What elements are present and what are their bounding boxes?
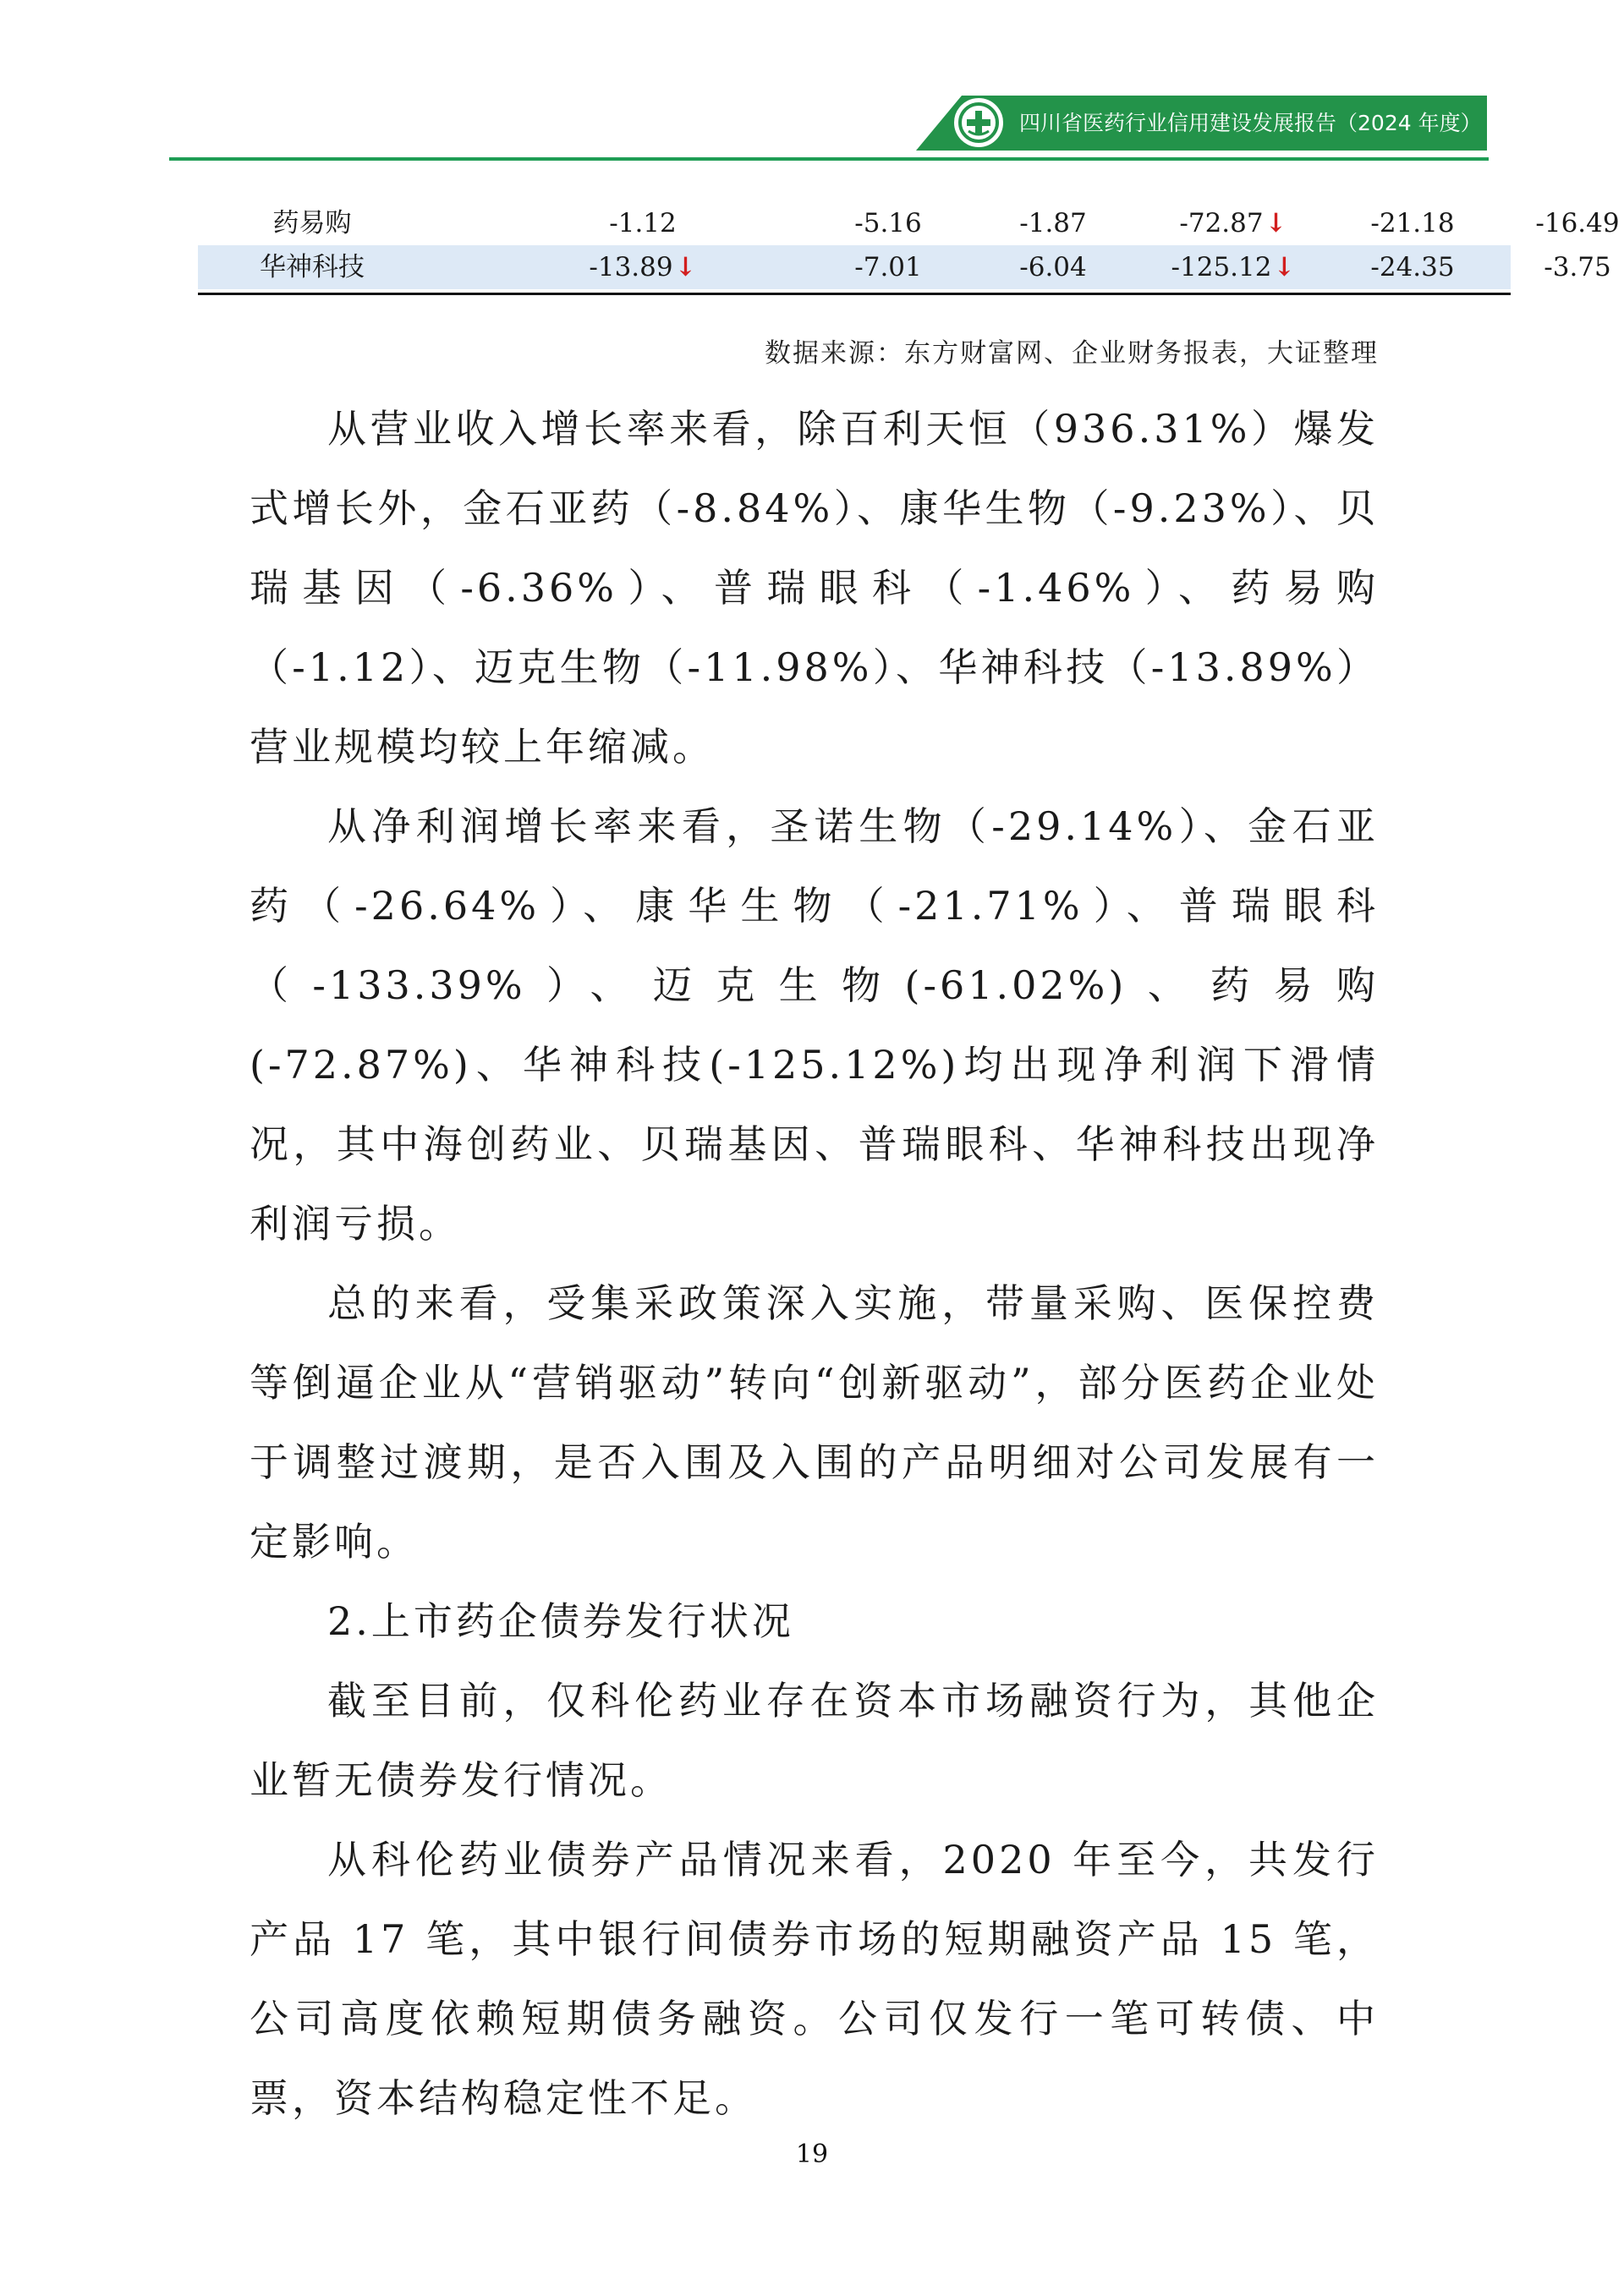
body-text xyxy=(250,389,1379,2138)
table-row xyxy=(198,201,1620,245)
down-arrow-icon: ↓ xyxy=(674,252,697,282)
company-name: 药易购 xyxy=(272,208,352,238)
paragraph-net-profit-growth: 从净利润增长率来看，圣诺生物（-29.14%）、金石亚药（-26.64%）、康华生物（-21.71%）、普瑞眼科（-133.39%）、迈克生物(-61.02%)、药易购(-72.87%)、华神科技(-125.12%)均出现净利润下滑情况，其中海创药业、贝瑞基因、普瑞眼科、华神科技出现净利润亏损。 xyxy=(250,803,1379,1247)
header-divider-line xyxy=(169,157,1489,161)
table-cell: -21.18 xyxy=(1370,208,1455,238)
table-row xyxy=(198,245,1611,289)
medical-cross-logo-icon xyxy=(954,98,1003,147)
paragraph-bond-status: 截至目前，仅科伦药业存在资本市场融资行为，其他企业暂无债券发行情况。 xyxy=(250,1678,1379,1803)
table-cell: -1.87 xyxy=(1019,208,1087,238)
table-cell: -6.04 xyxy=(1019,252,1087,282)
table-cell: -13.89 ↓ xyxy=(638,245,648,289)
paragraph-summary: 总的来看，受集采政策深入实施，带量采购、医保控费等倒逼企业从“营销驱动”转向“创新驱动”，部分医药企业处于调整过渡期，是否入围及入围的产品明细对公司发展有一定影响。 xyxy=(250,1280,1379,1564)
page-number: 19 xyxy=(795,2140,829,2169)
data-source-note: 数据来源：东方财富网、企业财务报表，大证整理 xyxy=(765,338,1379,369)
table-bottom-rule xyxy=(198,293,1511,295)
company-name: 华神科技 xyxy=(260,252,365,282)
table-cell: -125.12 ↓ xyxy=(1228,245,1238,289)
table-cell: -5.16 xyxy=(854,208,922,238)
table-cell: -7.01 xyxy=(854,252,922,282)
report-header-title: 四川省医药行业信用建设发展报告（2024 年度） xyxy=(1019,111,1482,135)
table-cell: -3.75 xyxy=(1544,252,1611,282)
paragraph-revenue-growth: 从营业收入增长率来看，除百利天恒（936.31%）爆发式增长外，金石亚药（-8.84%）、康华生物（-9.23%）、贝瑞基因（-6.36%）、普瑞眼科（-1.46%）、药易购（-1.12）、迈克生物（-11.98%）、华神科技（-13.89%）营业规模均较上年缩减。 xyxy=(250,406,1379,770)
table-cell: -16.49 xyxy=(1535,208,1620,238)
down-arrow-icon: ↓ xyxy=(1273,252,1296,282)
table-cell: -72.87 ↓ xyxy=(1228,201,1238,245)
down-arrow-icon: ↓ xyxy=(1265,208,1287,238)
section-heading: 2.上市药企债券发行状况 xyxy=(327,1598,794,1644)
financial-table xyxy=(198,201,1620,289)
table-cell: -24.35 xyxy=(1370,252,1455,282)
table-cell: -1.12 xyxy=(609,208,677,238)
paragraph-kelun-bonds: 从科伦药业债券产品情况来看，2020 年至今，共发行产品 17 笔，其中银行间债券市场的短期融资产品 15 笔，公司高度依赖短期债务融资。公司仅发行一笔可转债、中票，资本结构稳定性不足。 xyxy=(250,1837,1379,2121)
